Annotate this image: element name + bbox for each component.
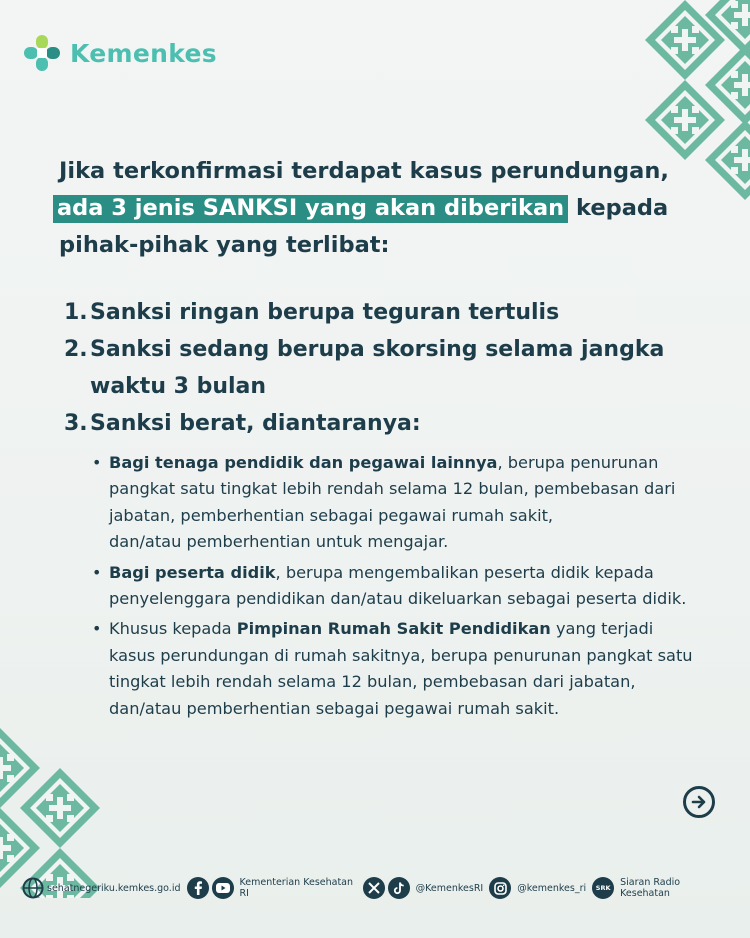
intro-rest: kepada pihak-pihak yang terlibat: xyxy=(59,195,669,258)
radio-icon: SRK xyxy=(592,877,614,899)
footer-radio[interactable]: SRK Siaran Radio Kesehatan xyxy=(592,877,726,899)
instagram-icon xyxy=(489,877,511,899)
next-slide-button[interactable] xyxy=(683,786,715,818)
brand-logo xyxy=(22,33,217,73)
x-icon xyxy=(363,877,385,899)
footer-social-bar xyxy=(22,874,732,902)
sanction-item: 1. Sanksi ringan berupa teguran tertulis xyxy=(64,300,560,325)
heavy-sanction-item: • Bagi peserta didik, berupa mengembalikan peserta didik kepada penyelenggara pendidikan dan/atau dikeluarkan sebagai peserta didik. xyxy=(90,560,699,613)
intro-text xyxy=(59,153,699,264)
ornament-bottom-left xyxy=(0,728,110,898)
intro-highlight: ada 3 jenis SANKSI yang akan diberikan xyxy=(53,195,568,223)
sanction-item: 2. Sanksi sedang berupa skorsing selama jangka waktu 3 bulan xyxy=(64,337,665,399)
arrow-right-icon xyxy=(691,794,707,810)
tiktok-icon xyxy=(388,877,410,899)
heavy-sanction-item: • Bagi tenaga pendidik dan pegawai lainnya, berupa penurunan pangkat satu tingkat lebih rendah selama 12 bulan, pembebasan dari jabatan, pemberhentian sebagai pegawai rumah sakit, dan/atau pemberhentian untuk mengajar. xyxy=(90,450,699,556)
facebook-icon xyxy=(187,877,209,899)
footer-x-tiktok[interactable]: @KemenkesRI xyxy=(363,877,484,899)
sanction-list xyxy=(59,294,699,722)
heavy-sanction-item: • Khusus kepada Pimpinan Rumah Sakit Pendidikan yang terjadi kasus perundungan di rumah sakitnya, berupa penurunan pangkat satu tingkat lebih rendah selama 12 bulan, pembebasan dari jabatan, dan/atau pemberhentian sebagai pegawai rumah sakit. xyxy=(90,616,699,722)
brand-name: Kemenkes xyxy=(70,38,217,68)
globe-icon xyxy=(22,877,44,899)
footer-website[interactable]: sehatnegeriku.kemkes.go.id xyxy=(22,877,181,899)
sanksi-word: SANKSI xyxy=(202,195,298,221)
youtube-icon xyxy=(212,877,234,899)
footer-facebook-youtube[interactable]: Kementerian Kesehatan RI xyxy=(187,877,357,899)
main-content xyxy=(59,153,699,726)
heavy-sanction-list xyxy=(90,450,699,722)
intro-line-1: Jika terkonfirmasi terdapat kasus perundungan, xyxy=(59,158,669,184)
footer-instagram[interactable]: @kemenkes_ri xyxy=(489,877,586,899)
sanction-item: 3. Sanksi berat, diantaranya: • Bagi tenaga pendidik dan pegawai lainnya, berupa penurunan pangkat satu tingkat lebih rendah selama 12 bulan, pembebasan dari jabatan, pemberhentian sebagai pegawai rumah sakit, dan/atau pemberhentian untuk mengajar. • Bagi peserta didik, berupa mengembalikan peserta didik kepada penyelenggara pendidikan dan/atau dikeluarkan sebagai peserta didik. • Khusus kepada Pimpinan Rumah Sakit Pendidikan yang terjadi kasus perundungan di rumah sakitnya, berupa penurunan pangkat satu tingkat lebih rendah selama 12 bulan, pembebasan dari jabatan, dan/atau pemberhentian sebagai pegawai rumah sakit. xyxy=(59,405,699,722)
kemenkes-logo-icon xyxy=(22,33,62,73)
